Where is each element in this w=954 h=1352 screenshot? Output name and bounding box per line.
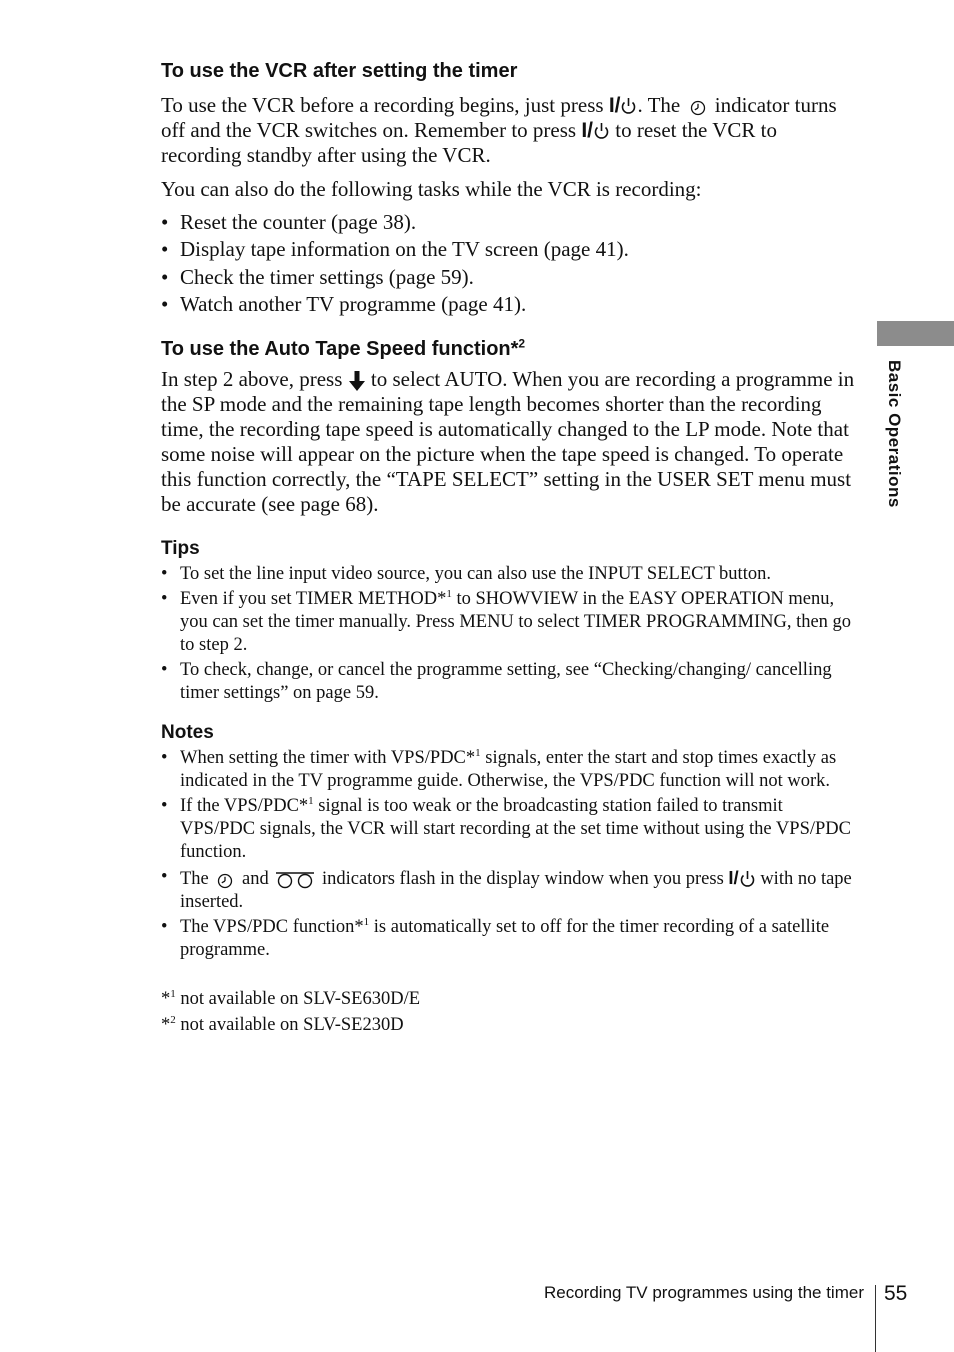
list-item: • The VPS/PDC function*$^1$ is automatically set to off for the timer recording of a satellite programme. (161, 916, 861, 962)
section-tab-marker (877, 321, 954, 346)
list-item: • Display tape information on the TV screen (page 41). (161, 236, 861, 263)
power-icon (739, 870, 756, 889)
tips-heading: Tips (161, 538, 200, 560)
notes-heading: Notes (161, 722, 214, 744)
page-number: 55 (884, 1282, 908, 1305)
paragraph-tasks-while-recording: You can also do the following tasks while the VCR is recording: (161, 177, 702, 201)
down-arrow-icon (348, 370, 366, 392)
power-button-symbol: I/ (609, 94, 638, 117)
timer-clock-icon (686, 97, 710, 117)
power-button-symbol: I/ (728, 867, 755, 888)
section-heading-vcr-after-timer: To use the VCR after setting the timer (161, 60, 518, 82)
power-icon (593, 122, 610, 141)
notes-list (161, 747, 861, 962)
timer-clock-icon (213, 870, 237, 890)
footnote-item: *$^1$ not available on SLV-SE630D/E (161, 988, 421, 1010)
list-item: • The and indicators flash in the display window when you press I/ with no tape inserted. (161, 866, 861, 914)
footer-divider (875, 1285, 876, 1352)
list-item: • To check, change, or cancel the programme setting, see “Checking/changing/ cancelling timer settings” on page 59. (161, 659, 861, 705)
paragraph-vcr-before-recording: To use the VCR before a recording begins, just press I/ . The indicator turns off and the VCR switches on. Remember to press I/ to reset the VCR to recording standby after using the VCR. (161, 93, 837, 167)
list-item: • Even if you set TIMER METHOD*$^1$ to SHOWVIEW in the EASY OPERATION menu, you can set the timer manually. Press MENU to select TIMER PROGRAMMING, then go to step 2. (161, 588, 861, 657)
list-item: • To set the line input video source, you can also use the INPUT SELECT button. (161, 563, 861, 586)
page-content (161, 58, 861, 1038)
task-list (161, 209, 861, 318)
cassette-tape-icon (273, 870, 317, 890)
section-heading-auto-tape-speed: To use the Auto Tape Speed function*$^2$ (161, 336, 526, 361)
tips-list (161, 563, 861, 705)
list-item: • Reset the counter (page 38). (161, 209, 861, 236)
footnote-item: *$^2$ not available on SLV-SE230D (161, 1014, 404, 1036)
list-item: • When setting the timer with VPS/PDC*$^1$ signals, enter the start and stop times exactly as indicated in the TV programme guide. Otherwise, the VPS/PDC function will not work. (161, 747, 861, 793)
footnotes (161, 986, 861, 1038)
footer-section-title: Recording TV programmes using the timer (544, 1283, 864, 1302)
power-icon (620, 97, 637, 116)
list-item: • If the VPS/PDC*$^1$ signal is too weak or the broadcasting station failed to transmit VPS/PDC signals, the VCR will start recording at the set time without using the VPS/PDC function. (161, 795, 861, 864)
list-item: • Watch another TV programme (page 41). (161, 291, 861, 318)
paragraph-auto-tape-speed: In step 2 above, press to select AUTO. When you are recording a programme in the SP mode and the remaining tape length becomes shorter than the recording time, the recording tape speed is automatically changed to the LP mode. Note that some noise will appear on the picture when the tape speed is changed. To operate this function correctly, the “TAPE SELECT” setting in the USER SET menu must be accurate (see page 68). (161, 367, 855, 517)
power-button-symbol: I/ (581, 119, 610, 142)
list-item: • Check the timer settings (page 59). (161, 264, 861, 291)
section-tab-label: Basic Operations (885, 360, 904, 508)
